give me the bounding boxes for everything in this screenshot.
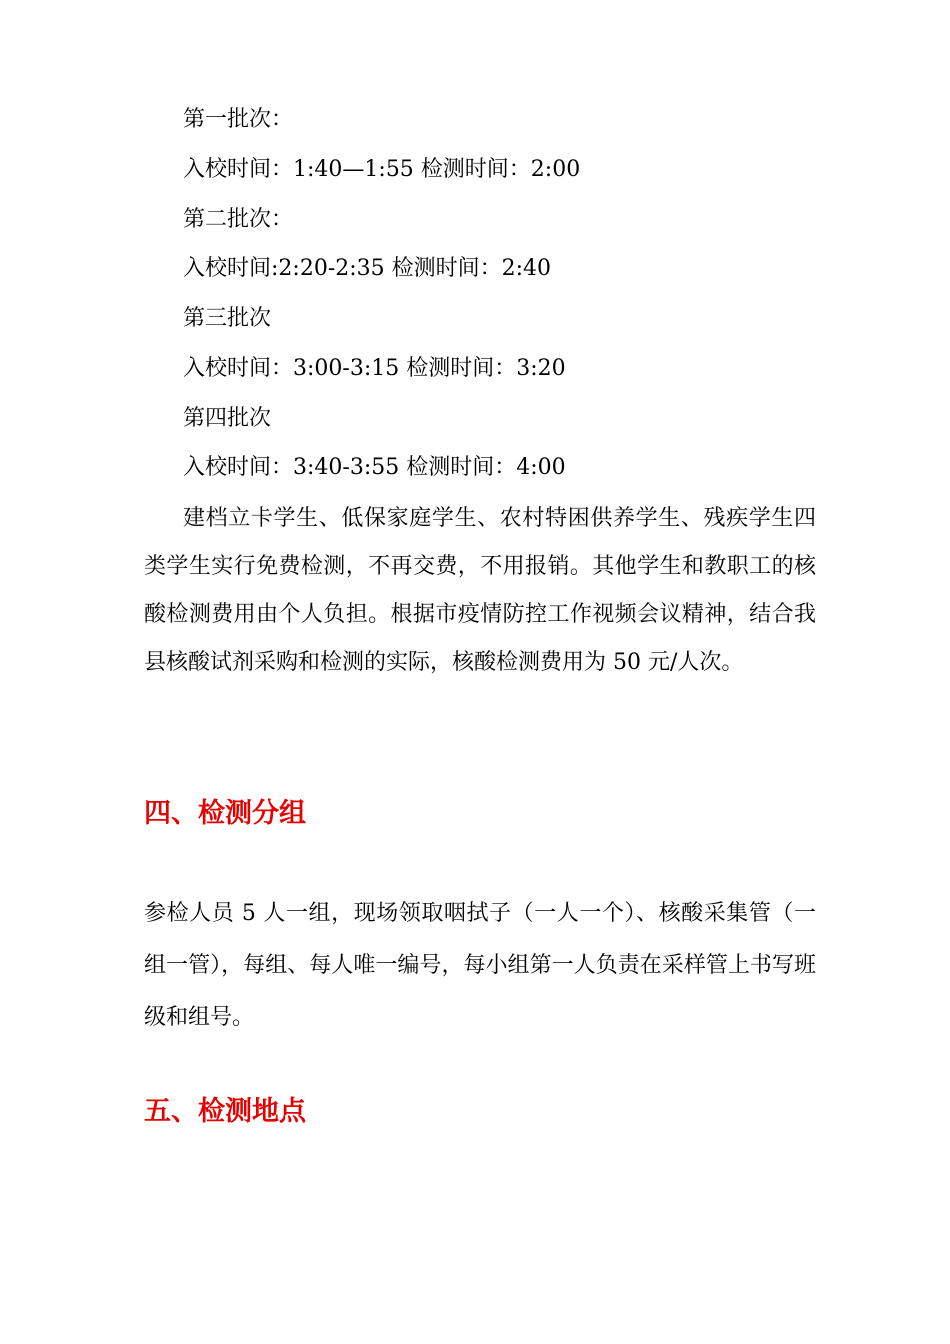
batch-4-label: 第四批次 [183,406,272,431]
batch-2-label: 第二批次： [183,207,294,232]
section-4-body: 参检人员 5 人一组，现场领取咽拭子（一人一个）、核酸采集管（一组一管），每组、每人唯一编号，每小组第一人负责在采样管上书写班级和组号。 [144,901,816,1030]
batch-1-time: 入校时间：1:40—1:55 检测时间：2:00 [183,157,581,182]
batch-1-label: 第一批次： [183,107,294,132]
batch-3-time: 入校时间：3:00-3:15 检测时间：3:20 [183,356,566,381]
batch-2-time: 入校时间:2:20-2:35 检测时间：2:40 [183,256,552,281]
section-5-heading: 五、检测地点 [144,1096,306,1127]
batch-4-time: 入校时间：3:40-3:55 检测时间：4:00 [183,455,566,480]
section-4-heading: 四、检测分组 [144,798,306,829]
fee-paragraph: 建档立卡学生、低保家庭学生、农村特困供养学生、残疾学生四类学生实行免费检测，不再交费，不用报销。其他学生和教职工的核酸检测费用由个人负担。根据市疫情防控工作视频会议精神，结合我县核酸试剂采购和检测的实际，核酸检测费用为 50 元/人次。 [144,506,816,675]
batch-3-label: 第三批次 [183,306,272,331]
